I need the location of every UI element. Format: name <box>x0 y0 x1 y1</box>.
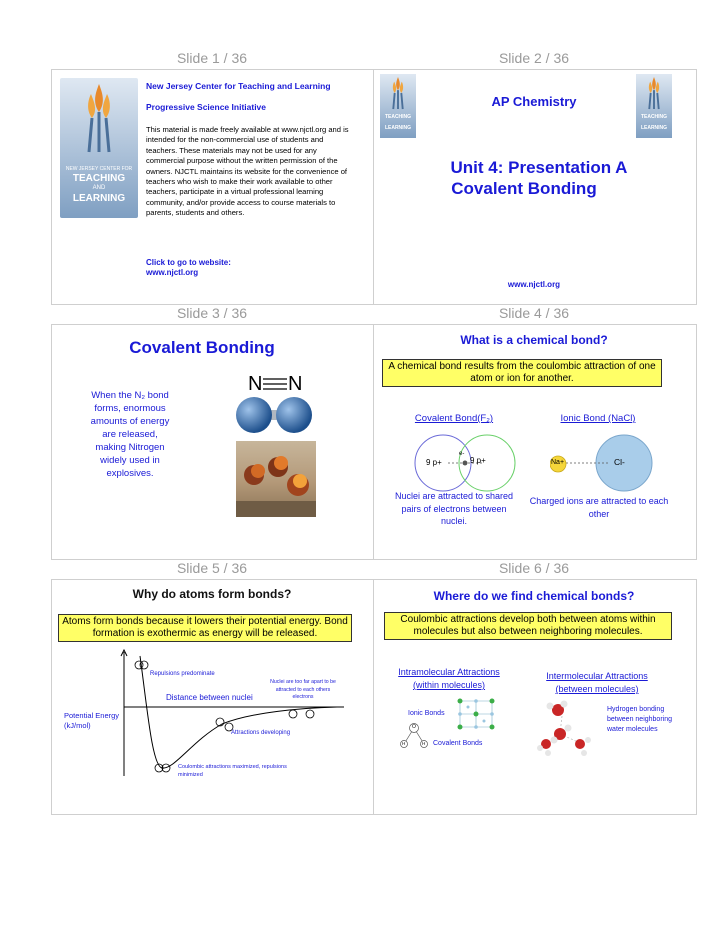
logo-teaching-small: TEACHING <box>640 114 668 120</box>
website-link[interactable]: www.njctl.org <box>146 268 199 277</box>
ionic-label: Ionic Bond (NaCl) <box>560 413 636 424</box>
slide-header-3: Slide 3 / 36 <box>176 305 248 321</box>
definition-box: A chemical bond results from the coulombic attraction of one atom or ion for another. <box>382 359 662 387</box>
slide-6[interactable] <box>373 579 697 815</box>
covalent-bonds-label: Covalent Bonds <box>433 740 483 747</box>
oxygen-label: O <box>412 724 416 730</box>
slide-title: Where do we find chemical bonds? <box>433 589 635 603</box>
nitrogen-symbol-right: N <box>288 373 303 395</box>
water-cluster-icon <box>536 698 596 762</box>
nitrogen-symbol-left: N <box>248 373 263 395</box>
hydrogen-bonding-label: Hydrogen bonding between neighboring water molecules <box>607 706 672 733</box>
initiative-name: Progressive Science Initiative <box>146 102 267 112</box>
slide-header-4: Slide 4 / 36 <box>498 305 570 321</box>
ionic-description: Charged ions are attracted to each other <box>529 496 669 519</box>
proton-label-left: 9 p+ <box>426 458 442 467</box>
covalent-description: Nuclei are attracted to shared pairs of electrons between nuclei. <box>394 491 514 526</box>
hydrogen-label-left: H <box>402 741 406 746</box>
intramolecular-sub: (within molecules) <box>412 680 486 690</box>
logo-learning-small: LEARNING <box>640 125 668 131</box>
slide-3[interactable] <box>51 324 375 560</box>
slide-2[interactable] <box>373 69 697 305</box>
sodium-ion: Na+ <box>551 459 565 466</box>
slide-4[interactable] <box>373 324 697 560</box>
unit-title: Unit 4: Presentation A <box>450 158 628 177</box>
website-link[interactable]: www.njctl.org <box>507 280 561 289</box>
hydrogen-label-right: H <box>422 741 426 746</box>
chloride-ion: Cl- <box>614 457 625 467</box>
distance-axis-label: Distance between nuclei <box>166 693 253 702</box>
intermolecular-label: Intermolecular Attractions <box>546 671 648 681</box>
slide-1[interactable] <box>51 69 375 305</box>
njctl-logo-right <box>636 74 672 138</box>
ionic-bonds-label: Ionic Bonds <box>408 710 445 717</box>
logo-learning: LEARNING <box>72 193 126 204</box>
triple-bond-icon <box>263 377 287 391</box>
slide-5[interactable] <box>51 579 375 815</box>
logo-learning-small: LEARNING <box>384 125 412 131</box>
attractions-label: Attractions developing <box>231 730 291 736</box>
explanation-box: Atoms form bonds because it lowers their potential energy. Bond formation is exothermic as energy will be released. <box>58 614 352 642</box>
explanation-box: Coulombic attractions develop both between atoms within molecules but also between neighboring molecules. <box>384 612 672 640</box>
logo-and: AND <box>92 185 106 191</box>
n2-formula <box>248 373 308 395</box>
slide-header-5: Slide 5 / 36 <box>176 560 248 576</box>
explosion-image <box>236 441 316 517</box>
logo-teaching: TEACHING <box>72 173 126 184</box>
org-name: New Jersey Center for Teaching and Learning <box>146 81 331 91</box>
slide-header-1: Slide 1 / 36 <box>176 50 248 66</box>
logo-teaching-small: TEACHING <box>384 114 412 120</box>
njctl-logo <box>60 78 138 218</box>
proton-label-right: 9 p+ <box>470 456 486 465</box>
slide-title: Covalent Bonding <box>129 338 275 357</box>
slide-title: What is a chemical bond? <box>460 333 608 347</box>
crystal-lattice-icon <box>456 697 496 731</box>
intramolecular-label: Intramolecular Attractions <box>398 667 500 677</box>
shared-electron-label: e- <box>459 451 465 457</box>
logo-small-text: NEW JERSEY CENTER FOR <box>65 166 133 172</box>
terms-text: This material is made freely available at www.njctl.org and is intended for the non-commercial use of students and teachers. These materials may not be used for any commercial purpose without the written permission of the owners. NJCTL maintains its website for the convenience of teachers who wish to make their work available to other teachers, participate in a virtual professional learning community, and/or provide access to course materials to parents, students and others. <box>146 125 349 218</box>
torch-icon <box>74 82 124 154</box>
slide-header-2: Slide 2 / 36 <box>498 50 570 66</box>
intermolecular-sub: (between molecules) <box>555 684 639 694</box>
slide-header-6: Slide 6 / 36 <box>498 560 570 576</box>
torch-icon <box>386 76 410 110</box>
n2-description: When the N₂ bond forms, enormous amounts of energy are released, making Nitrogen widely used in explosives. <box>90 390 170 479</box>
topic-title: Covalent Bonding <box>451 179 597 198</box>
subject-title: AP Chemistry <box>491 94 577 109</box>
click-text[interactable]: Click to go to website: <box>146 258 231 267</box>
njctl-logo-left <box>380 74 416 138</box>
covalent-label: Covalent Bond(F₂) <box>414 413 494 424</box>
energy-axis-label: Potential Energy (kJ/mol) <box>64 711 120 730</box>
slide-title: Why do atoms form bonds? <box>132 587 292 601</box>
repulsion-label: Repulsions predominate <box>150 671 215 677</box>
n2-molecule-icon <box>234 395 314 435</box>
coulombic-label: Coulombic attractions maximized, repulsions minimized <box>178 764 287 778</box>
torch-icon <box>642 76 666 110</box>
nacl-bond-diagram <box>550 433 660 493</box>
far-apart-label: Nuclei are too far apart to be attracted to each others electrons <box>270 679 336 700</box>
